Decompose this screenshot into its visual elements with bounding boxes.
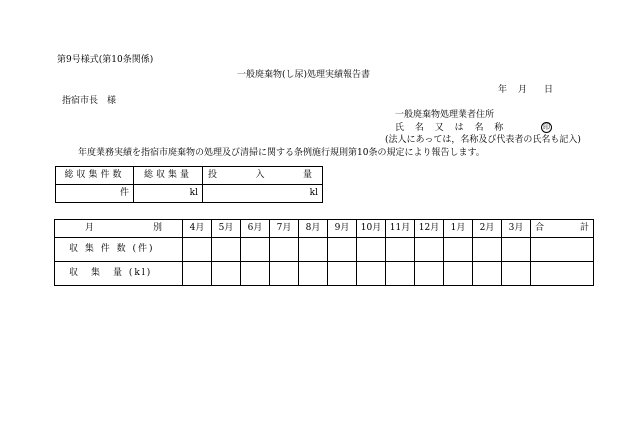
total-header-2: 計 [579,223,589,233]
month-header-cell: 1月 [444,220,473,238]
date-year-label: 年 [498,85,508,95]
input-volume-header-3: 量 [302,170,312,180]
month-header-cell: 10月 [357,220,386,238]
collection-count-label [55,238,183,262]
row-label-main: 収 集 量 [69,268,125,278]
seal-mark: 印 [543,123,550,131]
summary-header-row [56,167,323,185]
data-cell[interactable] [270,262,299,286]
collection-volume-label [55,262,183,286]
month-column-header [55,220,183,238]
month-header-cell: 4月 [183,220,212,238]
collection-count-row [55,238,594,262]
month-header-1: 月 [85,223,95,233]
total-collection-volume-header: 総収集量 [134,167,203,185]
data-cell[interactable] [444,262,473,286]
total-collection-count-header: 総収集件数 [56,167,134,185]
data-cell[interactable] [212,238,241,262]
data-cell[interactable] [328,238,357,262]
data-cell[interactable] [415,238,444,262]
data-cell[interactable] [357,238,386,262]
corporate-note: (法人にあっては，名称及び代表者の氏名も記入) [385,135,581,145]
total-header-1: 合 [535,223,545,233]
month-header-cell: 5月 [212,220,241,238]
data-cell[interactable] [357,262,386,286]
month-header-cell: 7月 [270,220,299,238]
input-volume-header-2: 入 [255,170,265,180]
data-cell[interactable] [241,262,270,286]
data-cell[interactable] [328,262,357,286]
data-cell[interactable] [415,262,444,286]
collection-volume-row [55,262,594,286]
input-volume-unit: kl [309,188,318,198]
month-header-2: 別 [152,223,162,233]
data-cell[interactable] [386,262,415,286]
monthly-header-row [55,220,594,238]
month-header-cell: 9月 [328,220,357,238]
data-cell[interactable] [299,238,328,262]
data-cell[interactable] [473,262,502,286]
data-cell[interactable] [502,238,531,262]
data-cell[interactable] [270,238,299,262]
total-column-header [531,220,594,238]
row-label-unit: (kl) [128,268,153,278]
document-title: 一般廃棄物(し尿)処理実績報告書 [237,70,371,80]
data-cell[interactable] [212,262,241,286]
total-collection-count-cell[interactable] [56,185,134,203]
summary-table [55,166,323,203]
count-unit: 件 [119,188,129,198]
month-header-cell: 6月 [241,220,270,238]
date-month-label: 月 [518,85,528,95]
month-header-cell: 3月 [502,220,531,238]
month-header-cell: 11月 [386,220,415,238]
data-cell[interactable] [473,238,502,262]
row-label-main: 収 集 件 数 [69,244,128,254]
month-header-cell: 12月 [415,220,444,238]
monthly-table [54,219,594,286]
volume-unit: kl [189,188,198,198]
data-cell[interactable] [183,262,212,286]
row-label-unit: (件) [132,244,155,254]
summary-value-row [56,185,323,203]
data-cell[interactable] [386,238,415,262]
data-cell[interactable] [183,238,212,262]
data-cell[interactable] [444,238,473,262]
input-volume-cell[interactable] [203,185,323,203]
input-volume-header-1: 投 [208,170,218,180]
data-cell[interactable] [299,262,328,286]
addressee: 指宿市長 様 [62,96,117,106]
month-header-cell: 2月 [473,220,502,238]
form-number: 第9号様式(第10条関係) [57,55,154,65]
report-statement: 年度業務実績を指宿市廃棄物の処理及び清掃に関する条例施行規則第10条の規定により報告します。 [78,148,485,158]
data-cell[interactable] [241,238,270,262]
data-cell[interactable] [502,262,531,286]
operator-address-label: 一般廃棄物処理業者住所 [395,110,495,120]
total-collection-volume-cell[interactable] [134,185,203,203]
month-header-cell: 8月 [299,220,328,238]
input-volume-header [203,167,323,185]
operator-name-label: 氏 名 又 は 名 称 [395,123,508,133]
total-cell[interactable] [531,238,594,262]
total-cell[interactable] [531,262,594,286]
date-day-label: 日 [544,85,554,95]
